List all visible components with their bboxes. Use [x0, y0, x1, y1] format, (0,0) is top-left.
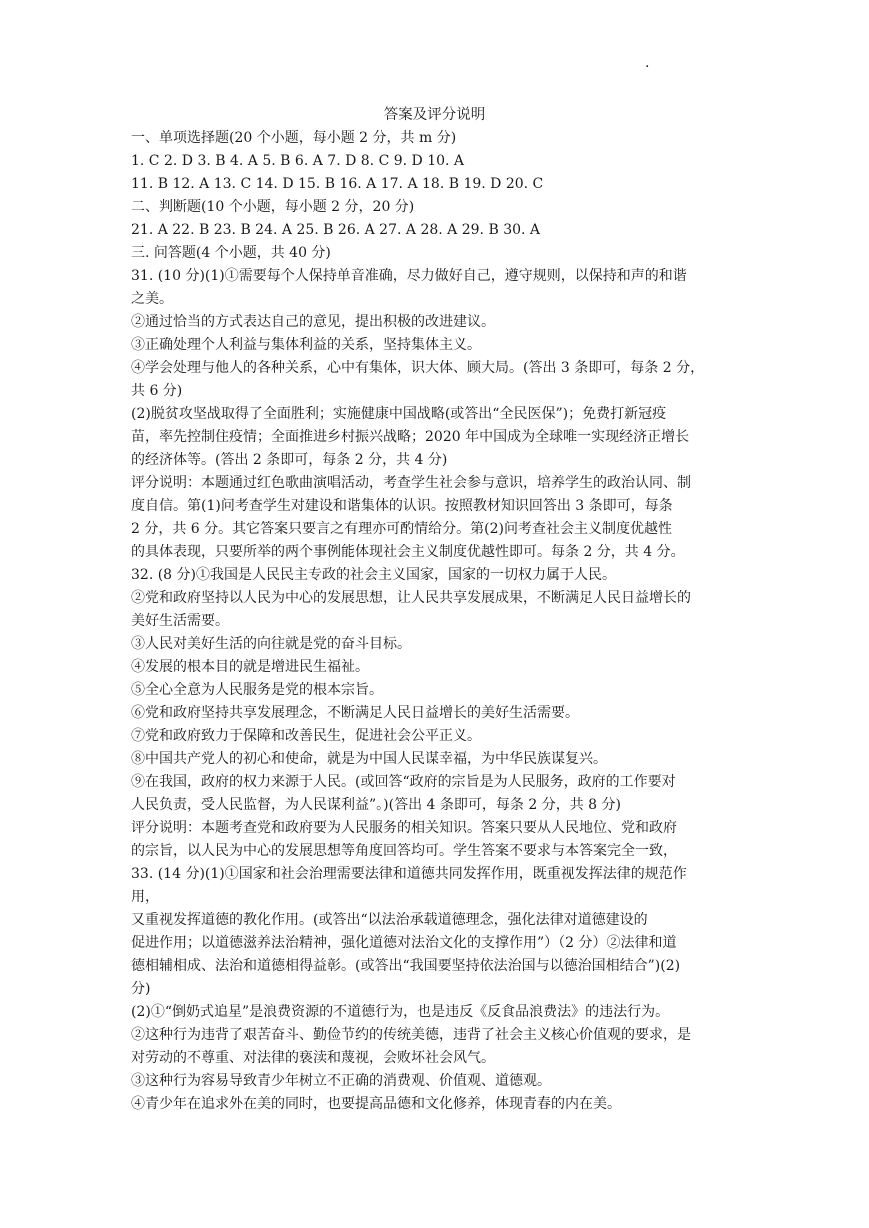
q32-line: ⑤全心全意为人民服务是党的根本宗旨。: [131, 682, 383, 698]
answer-body: [131, 127, 743, 1116]
answer-row-21-30: 21. A 22. B 23. B 24. A 25. B 26. A 27. A 28. A 29. B 30. A: [131, 222, 541, 238]
q32-line: ⑧中国共产党人的初心和使命，就是为中国人民谋幸福，为中华民族谋复兴。: [131, 751, 607, 767]
q32-line: ⑥党和政府坚持共享发展理念，不断满足人民日益增长的美好生活需要。: [131, 705, 579, 721]
q31-scoring-note: 2 分，共 6 分。其它答案只要言之有理亦可酌情给分。第(2)问考查社会主义制度优越性: [131, 521, 672, 537]
q32-line: 美好生活需要。: [131, 613, 229, 629]
q33-line: (2)①“倒奶式追星”是浪费资源的不道德行为，也是违反《反食品浪费法》的违法行为。: [131, 1004, 670, 1020]
q31-line: ④学会处理与他人的各种关系，心中有集体，识大体、顾大局。(答出 3 条即可，每条 2 分，: [131, 360, 705, 376]
q33-line: ③这种行为容易导致青少年树立不正确的消费观、价值观、道德观。: [131, 1073, 551, 1089]
q33-line: 33. (14 分)(1)①国家和社会治理需要法律和道德共同发挥作用，既重视发挥法律的规范作: [131, 866, 687, 882]
q32-line: ②党和政府坚持以人民为中心的发展思想，让人民共享发展成果，不断满足人民日益增长的: [131, 590, 691, 606]
q31-line: 的经济体等。(答出 2 条即可，每条 2 分，共 4 分): [131, 452, 448, 468]
q31-scoring-note: 度自信。第(1)问考查学生对建设和谐集体的认识。按照教材知识回答出 3 条即可，每条: [131, 498, 673, 514]
section-heading-judgment: 二、判断题(10 个小题，每小题 2 分，20 分): [131, 199, 415, 215]
q31-line: 苗，率先控制住疫情；全面推进乡村振兴战略；2020 年中国成为全球唯一实现经济正增长: [131, 429, 690, 445]
q32-line: ⑦党和政府致力于保障和改善民生，促进社会公平正义。: [131, 728, 481, 744]
q32-line: 人民负责，受人民监督，为人民谋利益”。)(答出 4 条即可，每条 2 分，共 8 分): [131, 797, 621, 813]
page-title: 答案及评分说明: [383, 107, 486, 123]
q31-line: 31. (10 分)(1)①需要每个人保持单音准确，尽力做好自己，遵守规则，以保持和声的和谐: [131, 268, 687, 284]
q31-line: ②通过恰当的方式表达自己的意见，提出积极的改进建议。: [131, 314, 495, 330]
section-heading-questions: 三. 问答题(4 个小题，共 40 分): [131, 245, 331, 261]
section-heading-single-choice: 一、单项选择题(20 个小题，每小题 2 分，共 m 分): [131, 130, 457, 146]
q33-line: ④青少年在追求外在美的同时，也要提高品德和文化修养，体现青春的内在美。: [131, 1096, 621, 1112]
q32-line: ④发展的根本目的就是增进民生福祉。: [131, 659, 369, 675]
q33-line: ②这种行为违背了艰苦奋斗、勤俭节约的传统美德，违背了社会主义核心价值观的要求，是: [131, 1027, 691, 1043]
q32-line: ⑨在我国，政府的权力来源于人民。(或回答“政府的宗旨是为人民服务，政府的工作要对: [131, 774, 676, 790]
q33-line: 促进作用；以道德滋养法治精神，强化道德对法治文化的支撑作用”）（2 分）②法律和道: [131, 935, 677, 951]
q32-line: 32. (8 分)①我国是人民民主专政的社会主义国家，国家的一切权力属于人民。: [131, 567, 616, 583]
q33-line: 对劳动的不尊重、对法律的亵渎和蔑视，会败坏社会风气。: [131, 1050, 495, 1066]
q31-line: 共 6 分): [131, 383, 183, 399]
q32-scoring-note: 的宗旨，以人民为中心的发展思想等角度回答均可。学生答案不要求与本答案完全一致，: [131, 843, 677, 859]
q33-line: 又重视发挥道德的教化作用。(或答出“以法治承载道德理念，强化法律对道德建设的: [131, 912, 648, 928]
q31-line: (2)脱贫攻坚战取得了全面胜利；实施健康中国战略(或答出“全民医保”)；免费打新冠疫: [131, 406, 667, 422]
q31-line: 之美。: [131, 291, 173, 307]
q31-scoring-note: 评分说明：本题通过红色歌曲演唱活动，考查学生社会参与意识，培养学生的政治认同、制: [131, 475, 691, 491]
q33-line: 分): [131, 981, 151, 997]
answer-row-1-10: 1. C 2. D 3. B 4. A 5. B 6. A 7. D 8. C 9. D 10. A: [131, 153, 465, 169]
q31-scoring-note: 的具体表现，只要所举的两个事例能体现社会主义制度优越性即可。每条 2 分，共 4 分。: [131, 544, 685, 560]
q33-line: 用，: [131, 889, 159, 905]
answer-row-11-20: 11. B 12. A 13. C 14. D 15. B 16. A 17. A 18. B 19. D 20. C: [131, 176, 544, 192]
page-mark: ·: [645, 59, 650, 75]
q32-line: ③人民对美好生活的向往就是党的奋斗目标。: [131, 636, 411, 652]
q33-line: 德相辅相成、法治和道德相得益彰。(或答出“我国要坚持依法治国与以德治国相结合”)(2): [131, 958, 681, 974]
q32-scoring-note: 评分说明：本题考查党和政府要为人民服务的相关知识。答案只要从人民地位、党和政府: [131, 820, 677, 836]
q31-line: ③正确处理个人利益与集体利益的关系，坚持集体主义。: [131, 337, 481, 353]
